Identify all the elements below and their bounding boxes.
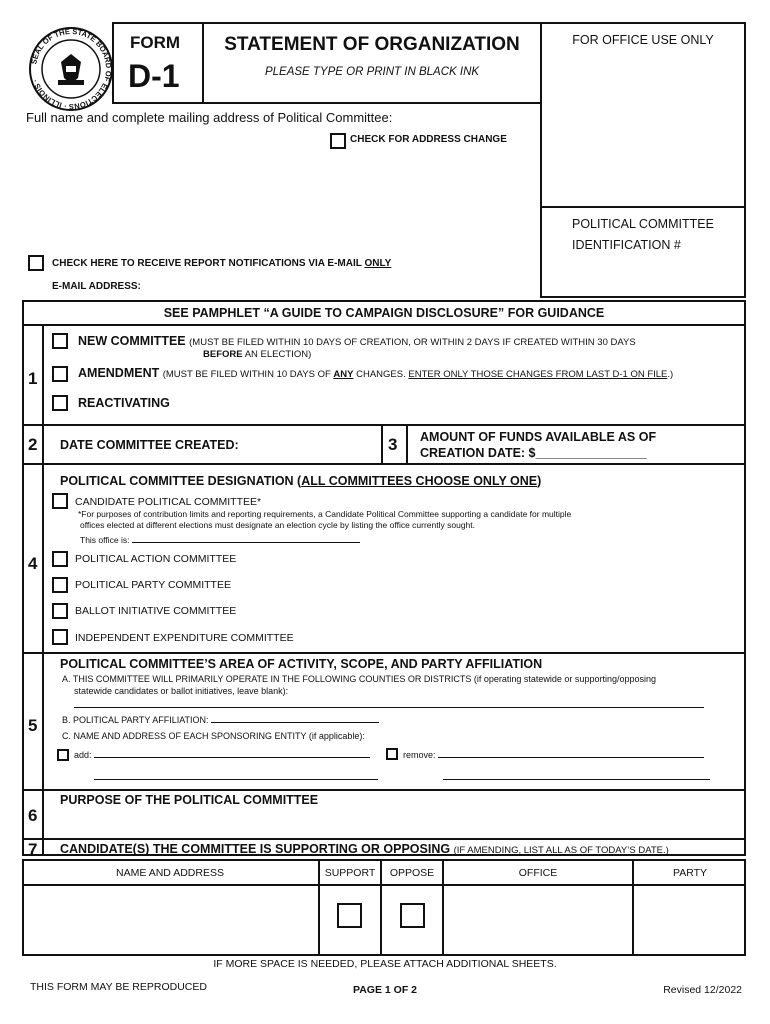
area-a-line-2: statewide candidates or ballot initiatives, leave blank):: [74, 686, 289, 696]
section-1-number: 1: [28, 369, 38, 388]
office-use-box: [540, 22, 746, 208]
candidate-committee-label: CANDIDATE POLITICAL COMMITTEE*: [75, 496, 262, 508]
sponsor-add-line-2[interactable]: [94, 769, 378, 780]
page-number: PAGE 1 OF 2: [353, 984, 417, 996]
guidance-text: SEE PAMPHLET “A GUIDE TO CAMPAIGN DISCLOSURE” FOR GUIDANCE: [163, 306, 605, 320]
divider-2-4: [22, 463, 746, 465]
sponsor-add-checkbox[interactable]: [57, 749, 69, 761]
section-5-number: 5: [28, 716, 38, 735]
section-6-number: 6: [28, 806, 38, 825]
address-change-checkbox[interactable]: [330, 133, 346, 149]
col-office: OFFICE: [518, 867, 558, 879]
amendment-checkbox[interactable]: [52, 366, 68, 382]
divider-1-2: [22, 424, 746, 426]
candidate-committee-checkbox[interactable]: [52, 493, 68, 509]
area-a-line-1: A. THIS COMMITTEE WILL PRIMARILY OPERATE IN THE FOLLOWING COUNTIES OR DISTRICTS (if operating statewide or supporting/opposing: [62, 674, 656, 684]
col-name-address: NAME AND ADDRESS: [116, 867, 224, 879]
area-activity-title: POLITICAL COMMITTEE’S AREA OF ACTIVITY, SCOPE, AND PARTY AFFILIATION: [60, 657, 543, 671]
new-committee-note-2: BEFORE AN ELECTION): [203, 349, 312, 360]
new-committee-note: (MUST BE FILED WITHIN 10 DAYS OF CREATION, OR WITHIN 2 DAYS IF CREATED WITHIN 30 DAYS: [189, 337, 636, 348]
sponsor-remove-line-2[interactable]: [443, 769, 710, 780]
ballot-initiative-checkbox[interactable]: [52, 603, 68, 619]
candidate-office-field[interactable]: [446, 888, 630, 952]
committee-id-label-1: POLITICAL COMMITTEE: [572, 217, 714, 231]
form-number: D-1: [128, 58, 180, 94]
page-title: STATEMENT OF ORGANIZATION: [224, 34, 520, 55]
new-committee-row: [78, 334, 636, 348]
office-use-label: FOR OFFICE USE ONLY: [572, 33, 714, 47]
support-checkbox[interactable]: [337, 903, 362, 928]
sponsoring-entity-label: C. NAME AND ADDRESS OF EACH SPONSORING ENTITY (if applicable):: [62, 731, 365, 741]
amendment-row: [78, 366, 673, 380]
new-committee-label: NEW COMMITTEE: [78, 334, 186, 348]
counties-districts-field[interactable]: [74, 697, 704, 708]
sponsor-remove-checkbox[interactable]: [386, 748, 398, 760]
candidates-title: CANDIDATE(S) THE COMMITTEE IS SUPPORTING OR OPPOSING: [60, 842, 451, 856]
party-committee-checkbox[interactable]: [52, 577, 68, 593]
amendment-label: AMENDMENT: [78, 366, 160, 380]
section-2-number: 2: [28, 435, 38, 454]
col-support: SUPPORT: [324, 867, 376, 879]
reactivating-checkbox[interactable]: [52, 395, 68, 411]
amendment-note: (MUST BE FILED WITHIN 10 DAYS OF ANY CHANGES. ENTER ONLY THOSE CHANGES FROM LAST D-1 ON FILE.): [162, 369, 674, 380]
candidates-note: (IF AMENDING, LIST ALL AS OF TODAY’S DATE.): [453, 845, 669, 856]
divider-5-6: [22, 789, 746, 791]
pac-label: POLITICAL ACTION COMMITTEE: [75, 553, 237, 565]
oppose-checkbox[interactable]: [400, 903, 425, 928]
independent-expenditure-checkbox[interactable]: [52, 629, 68, 645]
date-created-label: DATE COMMITTEE CREATED:: [60, 438, 239, 452]
sponsor-remove-field[interactable]: remove:: [403, 750, 704, 760]
sec3-left-border: [381, 424, 383, 464]
section-4-number: 4: [28, 554, 38, 573]
col-party: PARTY: [672, 867, 708, 879]
page-subtitle: PLEASE TYPE OR PRINT IN BLACK INK: [264, 66, 480, 78]
party-affiliation-field[interactable]: B. POLITICAL PARTY AFFILIATION:: [62, 715, 379, 725]
creation-date-funds: CREATION DATE: $________________: [420, 446, 647, 460]
seal-graphic: [28, 26, 114, 112]
pac-checkbox[interactable]: [52, 551, 68, 567]
reproduce-note: THIS FORM MAY BE REPRODUCED: [30, 981, 207, 993]
number-column-divider: [42, 324, 44, 856]
candidate-party-field[interactable]: [636, 888, 742, 952]
more-space-note: IF MORE SPACE IS NEEDED, PLEASE ATTACH ADDITIONAL SHEETS.: [213, 958, 557, 970]
candidate-name-address-field[interactable]: [26, 888, 316, 952]
divider-6-7: [22, 838, 746, 840]
office-is-field[interactable]: This office is:: [80, 535, 360, 545]
section-3-number: 3: [388, 435, 398, 454]
address-change-label: CHECK FOR ADDRESS CHANGE: [350, 134, 507, 145]
purpose-field[interactable]: [48, 812, 738, 836]
email-address-label: E-MAIL ADDRESS:: [52, 281, 141, 292]
party-committee-label: POLITICAL PARTY COMMITTEE: [75, 579, 231, 591]
candidate-footnote-2: offices elected at different elections must designate an election cycle by listing the office currently sought.: [80, 520, 476, 530]
col-oppose: OPPOSE: [389, 867, 435, 879]
section-7-number: 7: [28, 840, 38, 859]
ballot-initiative-label: BALLOT INITIATIVE COMMITTEE: [75, 605, 237, 617]
state-seal: [28, 26, 114, 112]
independent-expenditure-label: INDEPENDENT EXPENDITURE COMMITTEE: [75, 632, 294, 644]
table-header-divider: [22, 884, 746, 886]
purpose-title: PURPOSE OF THE POLITICAL COMMITTEE: [60, 793, 319, 807]
candidate-footnote-1: *For purposes of contribution limits and reporting requirements, a Candidate Political Committee supporting a candidate for multiple: [78, 509, 572, 519]
revision-date: Revised 12/2022: [663, 984, 742, 996]
candidates-title-row: [60, 842, 669, 856]
email-notify-checkbox[interactable]: [28, 255, 44, 271]
divider-4-5: [22, 652, 746, 654]
funds-available-label: AMOUNT OF FUNDS AVAILABLE AS OF: [420, 430, 657, 444]
sec3-num-border: [406, 424, 408, 464]
sponsor-add-field[interactable]: add:: [74, 750, 370, 760]
address-label: Full name and complete mailing address of Political Committee:: [26, 110, 393, 125]
designation-title: POLITICAL COMMITTEE DESIGNATION (ALL COMMITTEES CHOOSE ONLY ONE): [60, 474, 542, 488]
form-label: FORM: [130, 33, 181, 52]
svg-text:SEAL OF THE STATE BOARD OF ELE: SEAL OF THE STATE BOARD OF ELECTIONS · ILLINOIS ·: [29, 26, 114, 112]
reactivating-label: REACTIVATING: [78, 396, 170, 410]
new-committee-checkbox[interactable]: [52, 333, 68, 349]
email-notify-label: CHECK HERE TO RECEIVE REPORT NOTIFICATIONS VIA E-MAIL ONLY: [52, 258, 392, 269]
committee-id-label-2: IDENTIFICATION #: [572, 238, 681, 252]
